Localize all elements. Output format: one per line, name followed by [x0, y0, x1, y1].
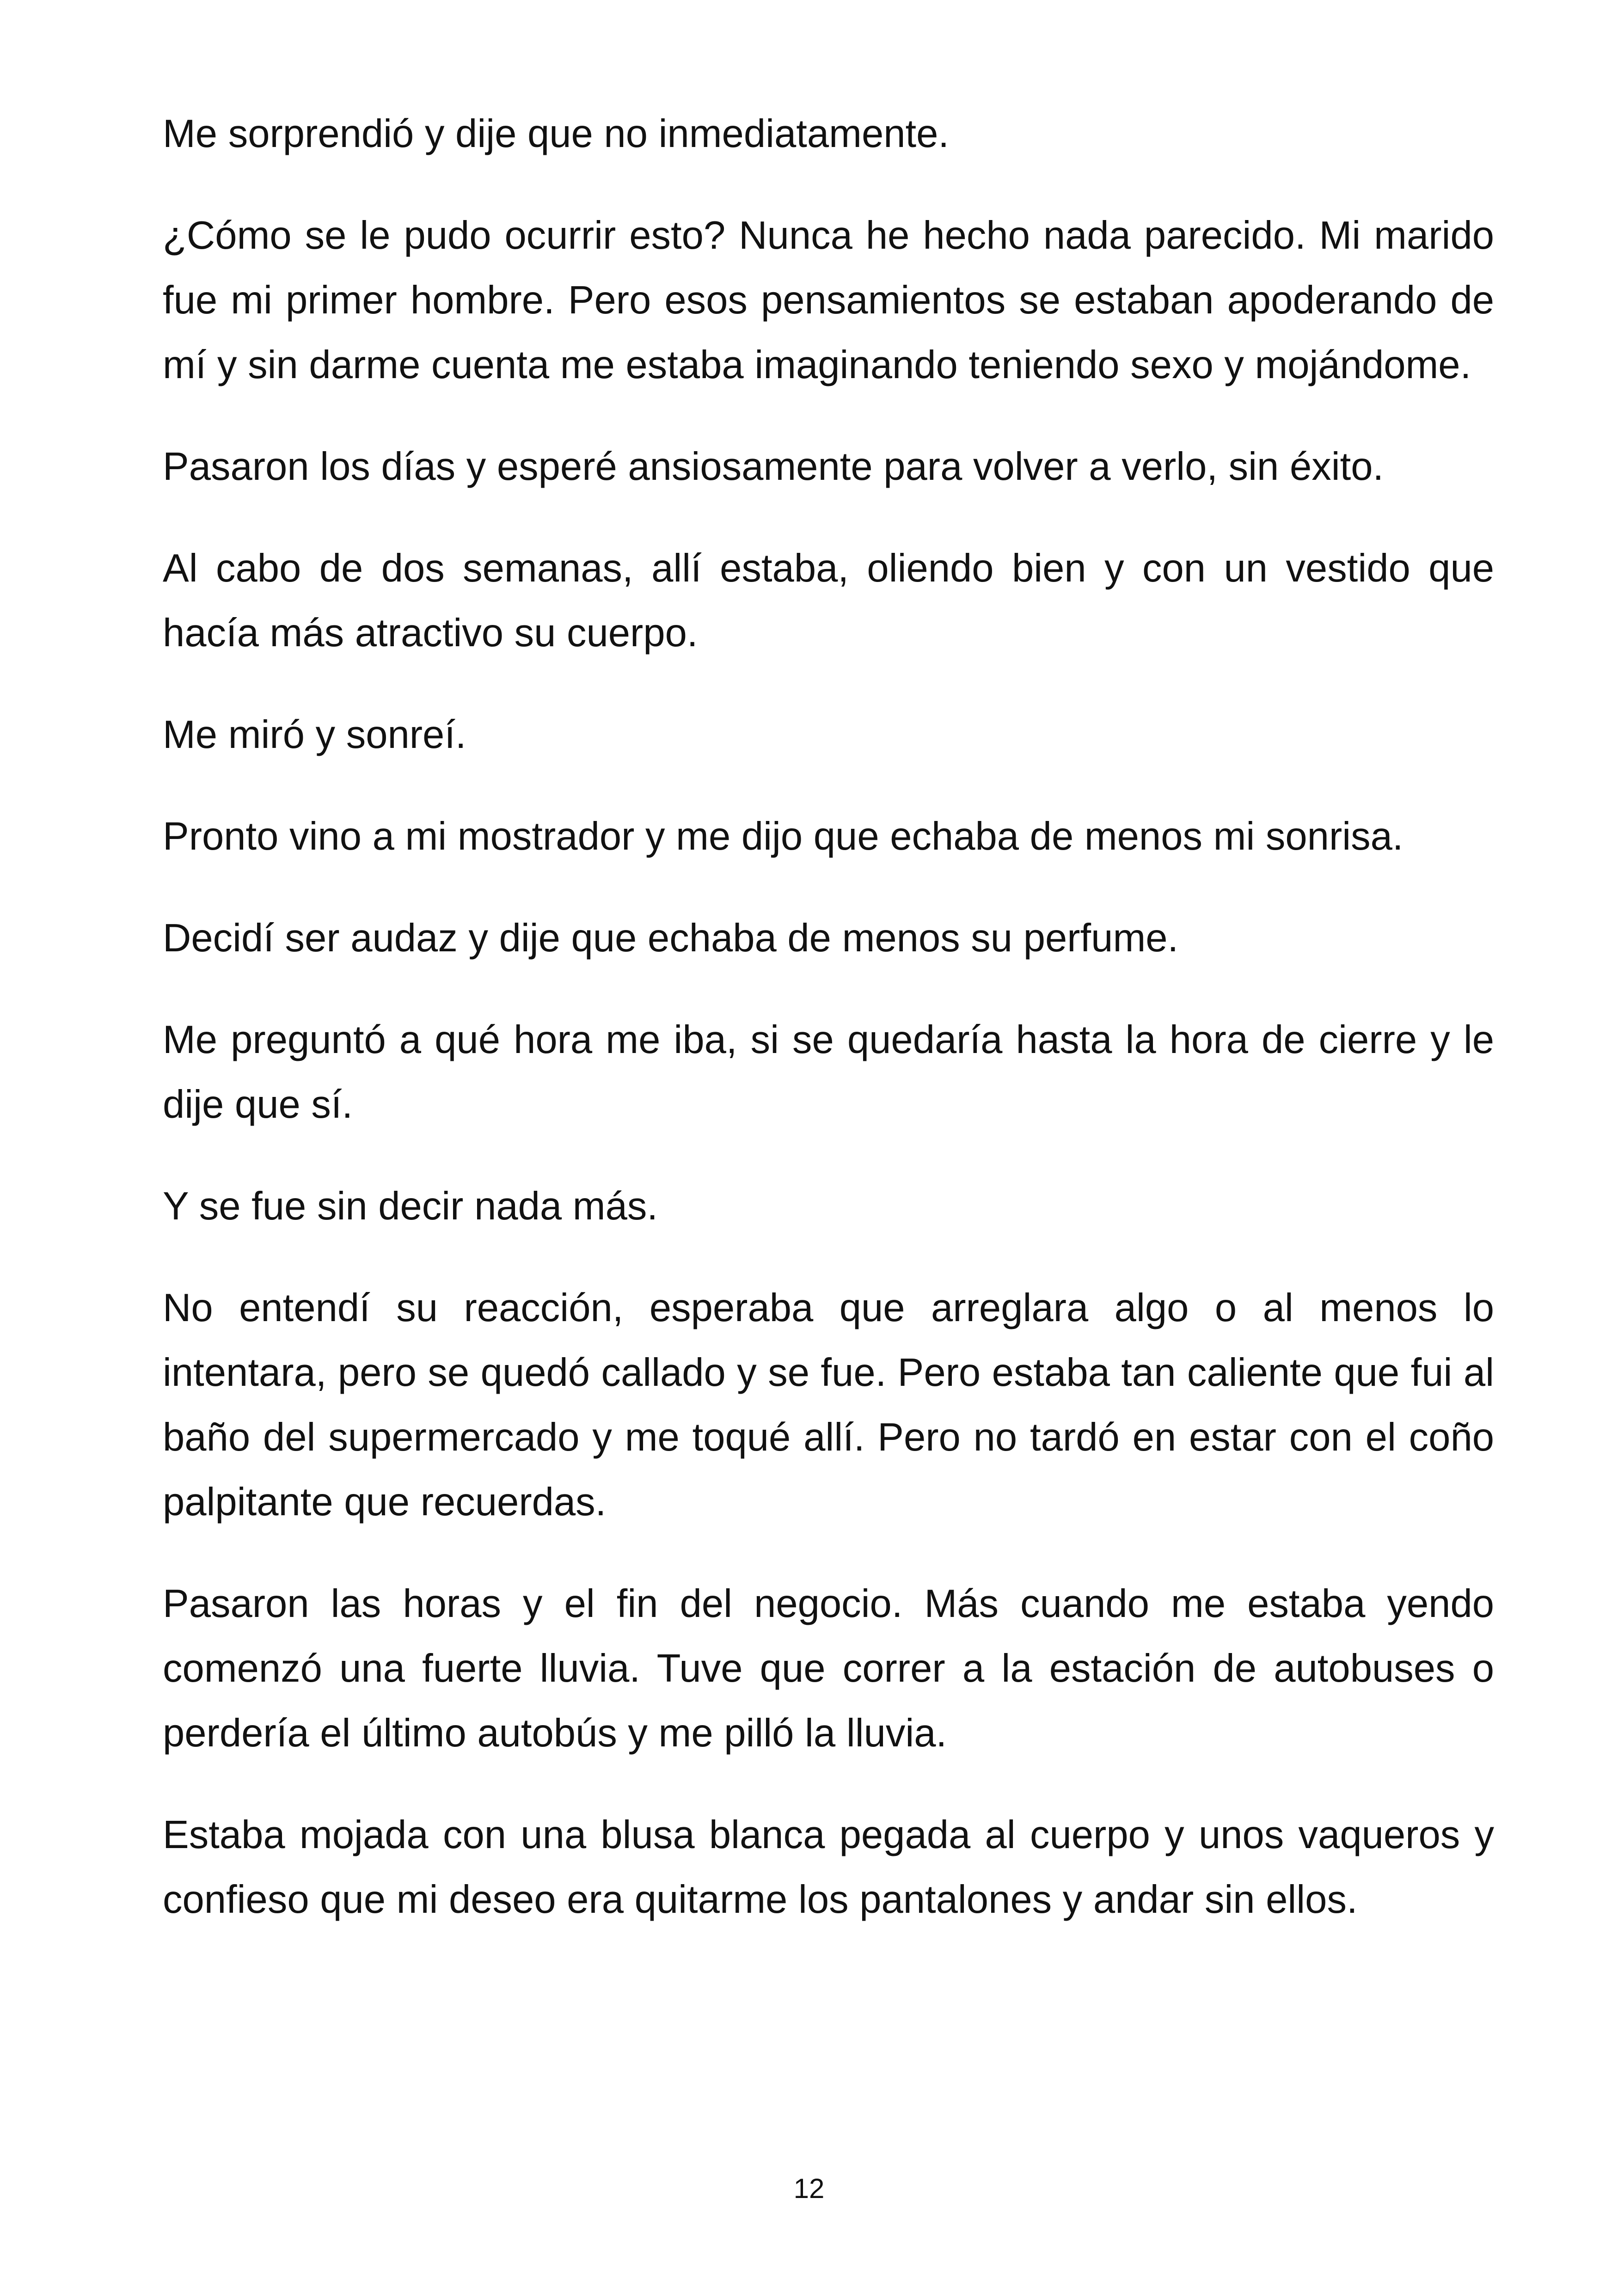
paragraph-6: Pronto vino a mi mostrador y me dijo que echaba de menos mi sonrisa. [163, 814, 1403, 858]
page-number: 12 [793, 2173, 825, 2204]
paragraph-1: Me sorprendió y dije que no inmediatamente. [163, 112, 949, 156]
paragraph-2: ¿Cómo se le pudo ocurrir esto? Nunca he hecho nada parecido. Mi marido fue mi primer hombre. Pero esos pensamientos se estaban apoderando de mí y sin darme cuenta me estaba imaginando teniendo sexo y mojándome. [163, 214, 1494, 387]
paragraph-12: Estaba mojada con una blusa blanca pegada al cuerpo y unos vaqueros y confieso que mi deseo era quitarme los pantalones y andar sin ellos. [163, 1813, 1494, 1922]
paragraph-7: Decidí ser audaz y dije que echaba de menos su perfume. [163, 916, 1179, 960]
paragraph-3: Pasaron los días y esperé ansiosamente para volver a verlo, sin éxito. [163, 445, 1384, 489]
paragraph-11: Pasaron las horas y el fin del negocio. Más cuando me estaba yendo comenzó una fuerte lluvia. Tuve que correr a la estación de autobuses o perdería el último autobús y me pilló la lluvia. [163, 1582, 1494, 1755]
body-text [163, 102, 1494, 1969]
paragraph-4: Al cabo de dos semanas, allí estaba, oliendo bien y con un vestido que hacía más atractivo su cuerpo. [163, 546, 1494, 655]
paragraph-10: No entendí su reacción, esperaba que arreglara algo o al menos lo intentara, pero se quedó callado y se fue. Pero estaba tan caliente que fui al baño del supermercado y me toqué allí. Pero no tardó en estar con el coño palpitante que recuerdas. [163, 1286, 1494, 1524]
paragraph-8: Me preguntó a qué hora me iba, si se quedaría hasta la hora de cierre y le dije que sí. [163, 1018, 1494, 1127]
paragraph-9: Y se fue sin decir nada más. [163, 1184, 658, 1228]
paragraph-5: Me miró y sonreí. [163, 713, 466, 757]
